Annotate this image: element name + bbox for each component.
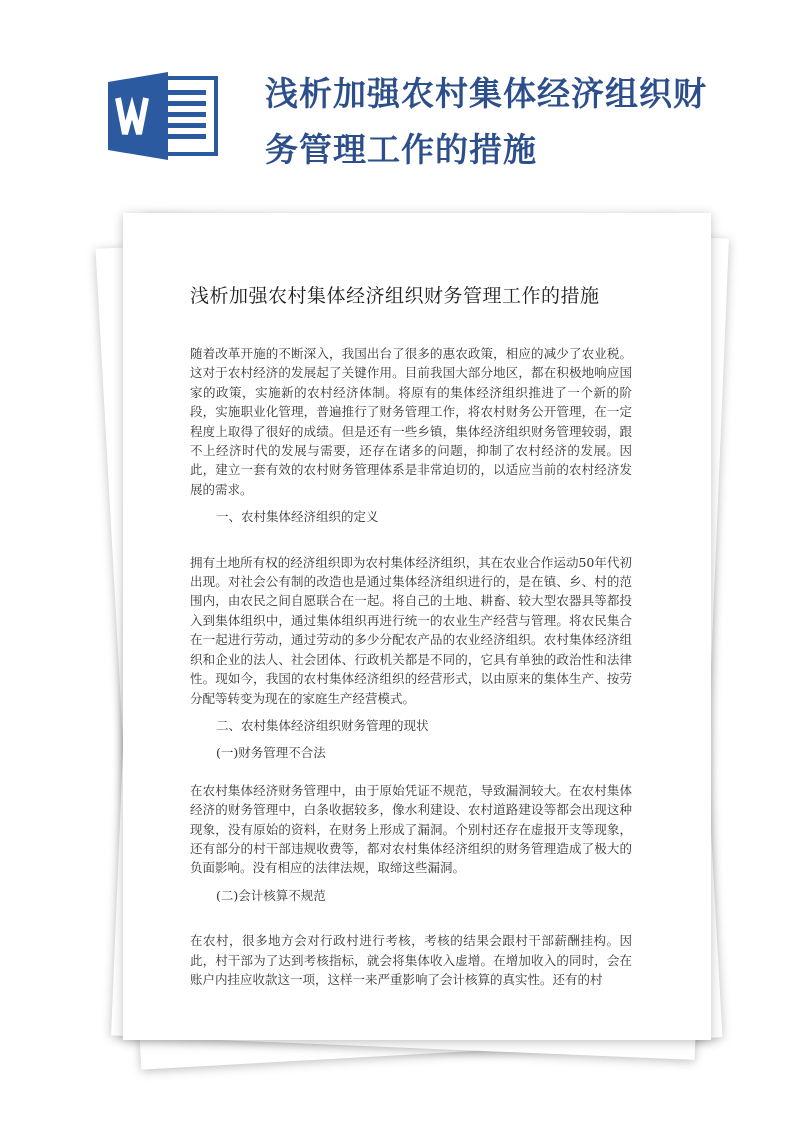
subsection-heading: (二)会计核算不规范 xyxy=(216,887,326,903)
subsection-heading: (一)财务管理不合法 xyxy=(216,745,326,761)
document-title: 浅析加强农村集体经济组织财务管理工作的措施 xyxy=(190,285,600,307)
document-body xyxy=(190,344,632,989)
paragraph: 在农村集体经济财务管理中，由于原始凭证不规范，导致漏洞较大。在农村集体经济的财务管理中，白条收据较多，像水利建设、农村道路建设等都会出现这种现象，没有原始的资料，在财务上形成了漏洞。个别村还存在虚报开支等现象，还有部分的村干部违规收费等，都对农村集体经济组织的财务管理造成了极大的负面影响。没有相应的法律法规，取缔这些漏洞。 xyxy=(190,782,632,876)
paragraph: 拥有土地所有权的经济组织即为农村集体经济组织，其在农业合作运动50年代初出现。对社会公有制的改造也是通过集体经济组织进行的，是在镇、乡、村的范围内，由农民之间自愿联合在一起。将自己的土地、耕畜、较大型农器具等都投入到集体组织中，通过集体组织再进行统一的农业生产经营与管理。将农民集合在一起进行劳动，通过劳动的多少分配农产品的农业经济组织。农村集体经济组织和企业的法人、社会团体、行政机关都是不同的，它具有单独的政治性和法律性。现如今，我国的农村集体经济组织的经营形式，以由原来的集体生产、按劳分配等转变为现在的家庭生产经营模式。 xyxy=(190,554,632,706)
section-heading: 二、农村集体经济组织财务管理的现状 xyxy=(216,717,429,733)
paragraph: 在农村，很多地方会对行政村进行考核，考核的结果会跟村干部薪酬挂构。因此，村干部为了达到考核指标，就会将集体收入虚增。在增加收入的同时，会在账户内挂应收款这一项，这样一来严重影响了会计核算的真实性。还有的村 xyxy=(190,933,632,987)
document-page xyxy=(123,213,711,1040)
paragraph: 随着改革开施的不断深入，我国出台了很多的惠农政策，相应的减少了农业税。这对于农村经济的发展起了关键作用。目前我国大部分地区，都在积极地响应国家的政策，实施新的农村经济体制。将原有的集体经济组织推进了一个新的阶段，实施职业化管理，普遍推行了财务管理工作，将农村财务公开管理，在一定程度上取得了很好的成绩。但是还有一些乡镇，集体经济组织财务管理较弱，跟不上经济时代的发展与需要，还存在诸多的问题，抑制了农村经济的发展。因此，建立一套有效的农村财务管理体系是非常迫切的，以适应当前的农村经济发展的需求。 xyxy=(190,346,632,497)
header-title: 浅析加强农村集体经济组织财务管理工作的措施 xyxy=(265,74,707,169)
section-heading: 一、农村集体经济组织的定义 xyxy=(216,509,379,525)
